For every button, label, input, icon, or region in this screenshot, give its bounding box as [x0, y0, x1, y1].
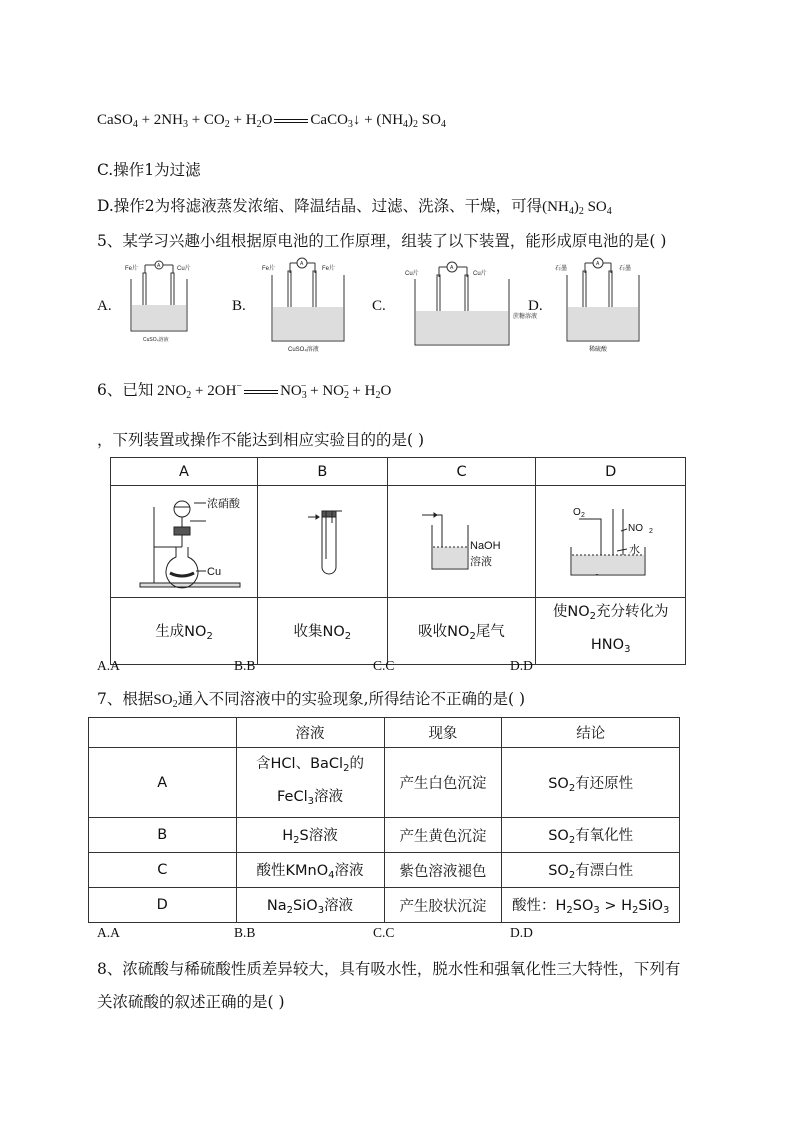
- q8-stem-line1: 8、浓硫酸与稀硫酸性质差异较大，具有吸水性，脱水性和强氧化性三大特性，下列有: [97, 960, 681, 978]
- svg-text:A: A: [596, 261, 600, 267]
- svg-text:2: 2: [648, 527, 653, 535]
- q6-apparatus-d: [536, 486, 686, 598]
- svg-text:水: 水: [628, 543, 640, 556]
- q7-table: [88, 717, 680, 923]
- q7-header-solution: 溶液: [236, 718, 384, 748]
- q5-option-c: C.: [372, 298, 386, 314]
- q5-option-a: A.: [97, 298, 112, 314]
- q6-header-a: A: [111, 458, 258, 486]
- q7-answer-b: B.B: [234, 925, 256, 940]
- svg-text:Cu: Cu: [207, 565, 222, 578]
- q6-apparatus-b: [258, 486, 388, 598]
- svg-text:NO: NO: [627, 522, 643, 534]
- svg-text:浓硝酸: 浓硝酸: [207, 497, 240, 510]
- q6-answer-b: B.B: [234, 658, 256, 673]
- q6-header-b: B: [258, 458, 388, 486]
- svg-text:Fe片: Fe片: [322, 266, 336, 272]
- cell-c: [405, 262, 537, 345]
- q6-table: [110, 457, 686, 665]
- q5-stem: 5、某学习兴趣小组根据原电池的工作原理，组装了以下装置，能形成原电池的是( ): [97, 232, 667, 250]
- q7-row-c-conclusion: $SO_2$有漂白性: [502, 853, 680, 888]
- q7-header-blank: [89, 718, 237, 748]
- svg-text:Cu片: Cu片: [177, 266, 191, 272]
- q7-row-b-label: B: [89, 818, 237, 853]
- q7-header-conclusion: 结论: [502, 718, 680, 748]
- svg-text:溶液: 溶液: [469, 555, 492, 568]
- equation-top: CaSO$_4$ + $2NH_3 + CO_2 + H_2O$ CaCO$_3$↓ + $(NH_4)_2$ $SO_4$: [97, 112, 446, 130]
- svg-text:石墨: 石墨: [555, 266, 568, 272]
- q6-purpose-c: 吸收$NO_2$尾气: [387, 598, 536, 665]
- svg-text:NaOH: NaOH: [469, 539, 501, 552]
- q6-apparatus-a: [111, 486, 258, 598]
- q7-row-b-conclusion: $SO_2$有氧化性: [502, 818, 680, 853]
- svg-text:Cu片: Cu片: [405, 271, 419, 277]
- q6-stem-2: ，下列装置或操作不能达到相应实验目的的是( ): [97, 431, 425, 449]
- q7-row-a-solution: 含HCl、BaCl$_2$的 FeCl$_3$溶液: [236, 748, 384, 818]
- option-c: C.操作1为过滤: [97, 161, 201, 179]
- svg-text:CuSO₄溶液: CuSO₄溶液: [143, 337, 169, 343]
- q7-answers: [97, 925, 597, 943]
- q7-row-a-label: A: [89, 748, 237, 818]
- q8-stem-line2: 关浓硫酸的叙述正确的是( ): [97, 993, 285, 1011]
- q7-row-d-conclusion: 酸性：$H_2SO_3 > H_2SiO_3$: [502, 888, 680, 923]
- cell-a: [125, 261, 191, 343]
- svg-text:Fe片: Fe片: [125, 266, 139, 272]
- q7-row-c-phenomenon: 紫色溶液褪色: [384, 853, 502, 888]
- q6-header-c: C: [387, 458, 536, 486]
- q7-row-a-conclusion: $SO_2$有还原性: [502, 748, 680, 818]
- svg-text:A: A: [157, 263, 161, 269]
- q7-row-c-solution: 酸性KMnO$_4$溶液: [236, 853, 384, 888]
- q6-apparatus-c: [387, 486, 536, 598]
- q7-answer-d: D.D: [510, 925, 533, 940]
- q6-stem: 6、已知 $2NO_2 + 2OH^-$ $NO_3^- + NO_2^- + H_2O$: [97, 381, 392, 401]
- svg-text:石墨: 石墨: [619, 266, 632, 272]
- q7-row-b-phenomenon: 产生黄色沉淀: [384, 818, 502, 853]
- svg-text:A: A: [450, 265, 454, 271]
- q6-purpose-a: 生成$NO_2$: [111, 598, 258, 665]
- q7-header-phenomenon: 现象: [384, 718, 502, 748]
- svg-text:蔗糖溶液: 蔗糖溶液: [513, 314, 538, 320]
- q7-stem: 7、根据$SO_2$通入不同溶液中的实验现象,所得结论不正确的是( ): [97, 690, 526, 710]
- q6-purpose-b: 收集$NO_2$: [258, 598, 388, 665]
- q7-row-d-solution: $Na_2SiO_3$溶液: [236, 888, 384, 923]
- svg-text:Cu片: Cu片: [473, 271, 487, 277]
- q6-answers: [97, 658, 597, 676]
- cell-b: [262, 258, 344, 353]
- svg-text:A: A: [300, 261, 304, 267]
- svg-text:2: 2: [580, 511, 585, 519]
- svg-text:稀硫酸: 稀硫酸: [589, 347, 608, 353]
- svg-text:CuSO₄溶液: CuSO₄溶液: [288, 347, 319, 353]
- q5-option-b: B.: [232, 298, 246, 314]
- cell-d: [555, 258, 639, 353]
- q7-row-d-phenomenon: 产生胶状沉淀: [384, 888, 502, 923]
- svg-text:Fe片: Fe片: [262, 266, 276, 272]
- q7-answer-a: A.A: [97, 925, 120, 940]
- q7-answer-c: C.C: [373, 925, 395, 940]
- q7-row-b-solution: $H_2S$溶液: [236, 818, 384, 853]
- svg-text:O: O: [572, 506, 581, 518]
- option-d: D.操作2为将滤液蒸发浓缩、降温结晶、过滤、洗涤、干燥，可得$(NH_4)_2$ $SO_4$: [97, 197, 612, 217]
- q6-answer-c: C.C: [373, 658, 395, 673]
- q7-row-c-label: C: [89, 853, 237, 888]
- q6-answer-d: D.D: [510, 658, 533, 673]
- q5-option-d: D.: [528, 298, 543, 314]
- q7-row-d-label: D: [89, 888, 237, 923]
- q6-answer-a: A.A: [97, 658, 120, 673]
- q6-purpose-d: 使$NO_2$充分转化为 $HNO_3$: [536, 598, 686, 665]
- q7-row-a-phenomenon: 产生白色沉淀: [384, 748, 502, 818]
- q5-cells-diagram: [115, 255, 655, 355]
- q6-header-d: D: [536, 458, 686, 486]
